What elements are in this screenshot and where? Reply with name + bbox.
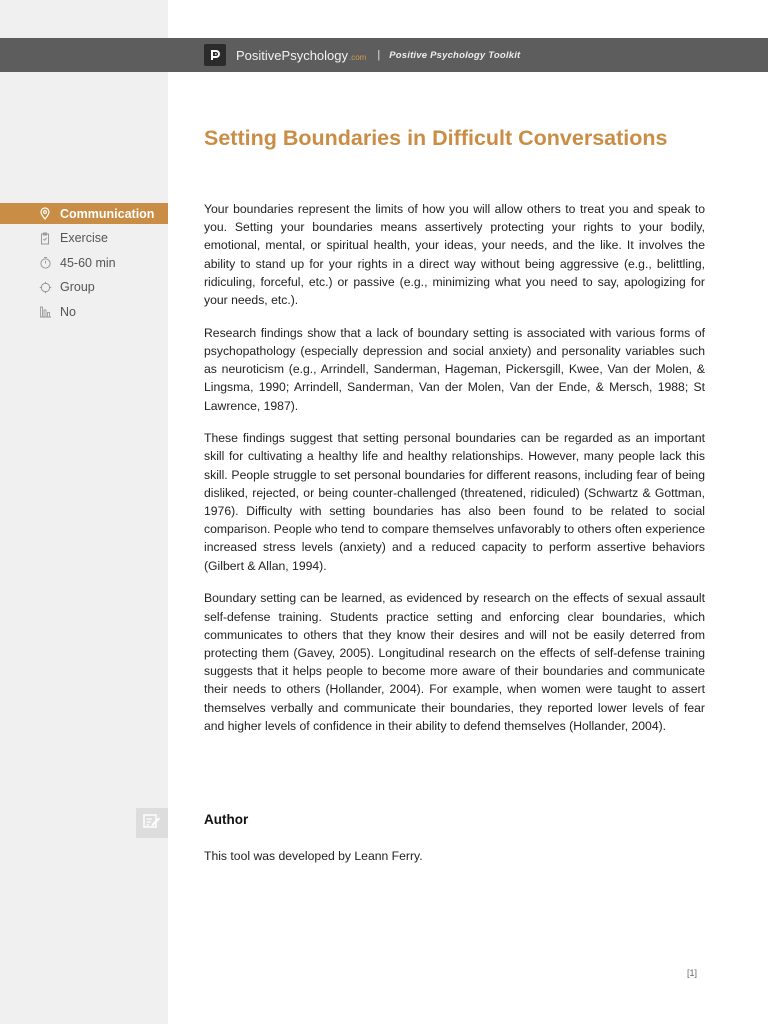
toolkit-label: Positive Psychology Toolkit [389,49,521,61]
page-title: Setting Boundaries in Difficult Conversations [204,126,668,150]
brand-header [204,44,520,66]
author-text: This tool was developed by Leann Ferry. [204,849,423,863]
clipboard-icon [38,231,52,245]
paragraph: These findings suggest that setting personal boundaries can be regarded as an important skill for cultivating a healthy life and healthy relationships. However, many people lack this skill. People struggle to set personal boundaries for different reasons, including fear of being disliked, rejected, or being counter-challenged (threatened, ridiculed) (Schwartz & Gottman, 1976). Difficulty with setting boundaries has also been found to be related to social comparison. People who tend to compare themselves unfavorably to others often experience increased stress levels (anxiety) and a reduced capacity to perform assertive behaviors (Gilbert & Allan, 1994). [204,431,705,573]
brand-name: PositivePsychology [236,47,348,63]
author-tab [136,808,168,838]
meta-item-duration [0,252,168,273]
paragraph: Your boundaries represent the limits of how you will allow others to treat you and speak to you. Setting your boundaries means assertively protecting your rights to your bodily, emotional, mental, or spiritual health, your ideas, your needs, and the like. It involves the ability to stand up for your rights in a direct way without being aggressive (e.g., belittling, ridiculing, forceful, etc.) or passive (e.g., minimizing what you need to say, apologizing for your needs, etc.). [204,202,705,308]
meta-label: 45-60 min [60,255,116,270]
location-pin-icon [38,207,52,221]
meta-label: Communication [60,206,155,221]
meta-item-group [0,277,168,298]
sidebar [0,0,168,1024]
body-text [204,200,705,749]
meta-item-communication [0,203,168,224]
bar-chart-icon [38,305,52,319]
logo-icon [204,44,226,66]
meta-list [0,203,168,326]
edit-note-icon [143,813,161,834]
paragraph: Research findings show that a lack of boundary setting is associated with various forms of psychopathology (especially depression and social anxiety) and personality variables such as neuroticism (e.g., Arrindell, Sanderman, Hageman, Pickersgill, Kwee, Van der Molen, & Lingsma, 1990; Arrindell, Sanderman, Van der Molen, Van der Ende, & Mersch, 1988; St Lawrence, 1987). [204,325,705,413]
brand-separator: | [377,49,381,61]
crosshair-icon [38,280,52,294]
stopwatch-icon [38,256,52,270]
meta-item-research [0,301,168,322]
meta-label: No [60,304,76,319]
meta-label: Group [60,280,95,294]
page-number: [1] [687,968,698,978]
paragraph: Boundary setting can be learned, as evidenced by research on the effects of sexual assault self-defense training. Students practice setting and enforcing clear boundaries, which communicates to others that they know their desires and will not be easily deterred from protecting them (Gavey, 2005). Longitudinal research on the effects of self-defense training suggests that it helps people to become more aware of their boundaries and communicate their needs to others (Hollander, 2004). For example, when women were taught to assert themselves verbally and communicate their boundaries, they reported lower levels of fear and higher levels of confidence in their ability to defend themselves (Hollander, 2004). [204,591,705,733]
brand-suffix: .com [349,52,367,62]
meta-label: Exercise [60,231,108,245]
meta-item-exercise [0,228,168,249]
author-heading: Author [204,812,249,827]
